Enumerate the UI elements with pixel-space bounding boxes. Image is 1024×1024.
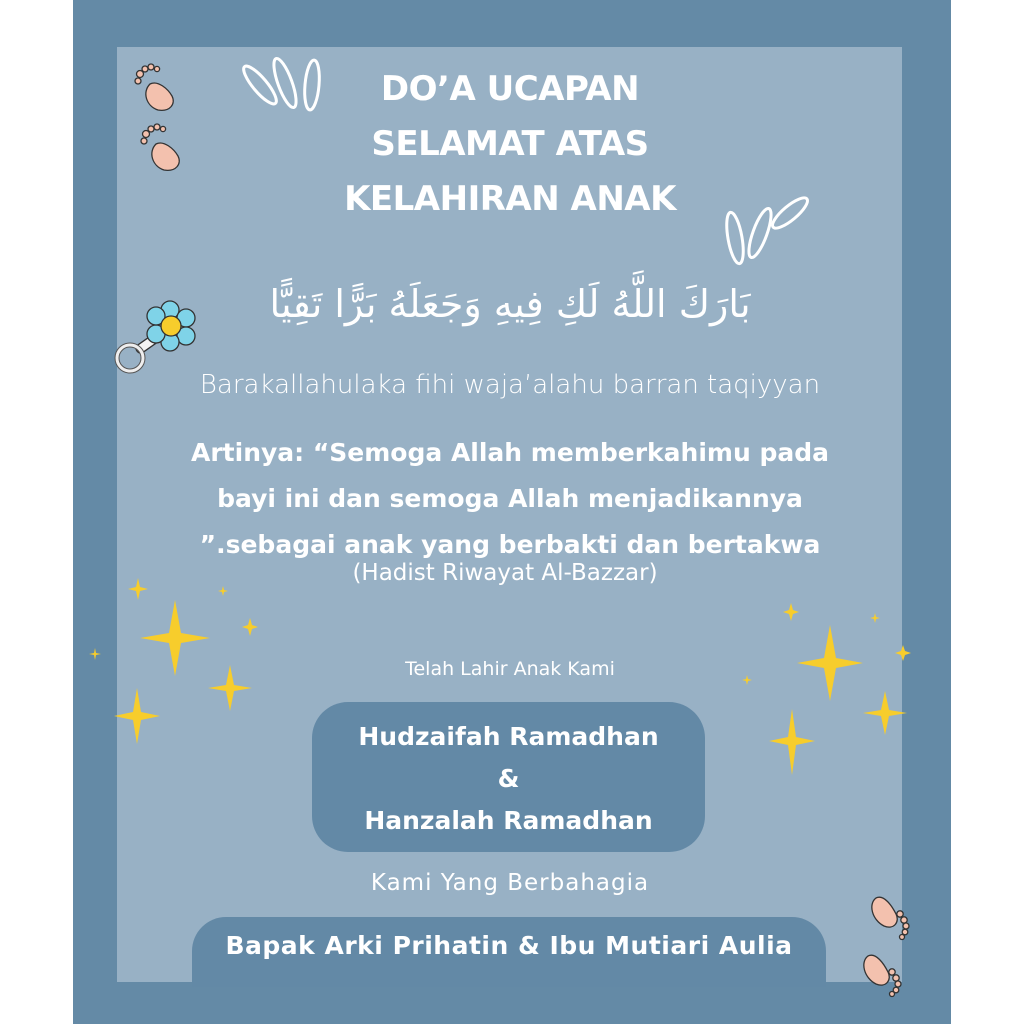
child-name-2: Hanzalah Ramadhan [364,806,653,835]
name-joiner: & [497,764,520,793]
footprint-icon [858,888,928,1003]
title-line-2: SELAMAT ATAS [371,124,649,164]
meaning-line-1: Artinya: “Semoga Allah memberkahimu pada [191,438,829,467]
arabic-prayer: بَارَكَ اللَّهُ لَكِ فِيهِ وَجَعَلَهُ بَرًّا تَقِيًّا [269,282,751,326]
parents-names: Bapak Arki Prihatin & Ibu Mutiari Aulia [225,931,793,960]
signature-label: Kami Yang Berbahagia [370,870,650,896]
title-line-3: KELAHIRAN ANAK [344,179,676,219]
hadith-source: (Hadist Riwayat Al-Bazzar) [352,560,658,586]
leaf-stroke-icon [715,188,815,273]
meaning-text [150,430,870,568]
footprint-icon [128,62,198,177]
sparkle-icon [735,595,915,785]
meaning-line-3: ”.sebagai anak yang berbakti dan bertakwa [199,530,821,559]
transliteration: Barakallahulaka fihi waja’alahu barran taqiyyan [199,370,821,400]
child-name-1: Hudzaifah Ramadhan [358,722,659,751]
title-line-1: DO’A UCAPAN [380,69,640,109]
rattle-icon [112,300,202,380]
sparkle-icon [80,570,280,760]
meaning-line-2: bayi ini dan semoga Allah menjadikannya [217,484,803,513]
names-box [312,702,705,852]
parents-box [192,917,826,987]
born-label: Telah Lahir Anak Kami [405,658,615,680]
